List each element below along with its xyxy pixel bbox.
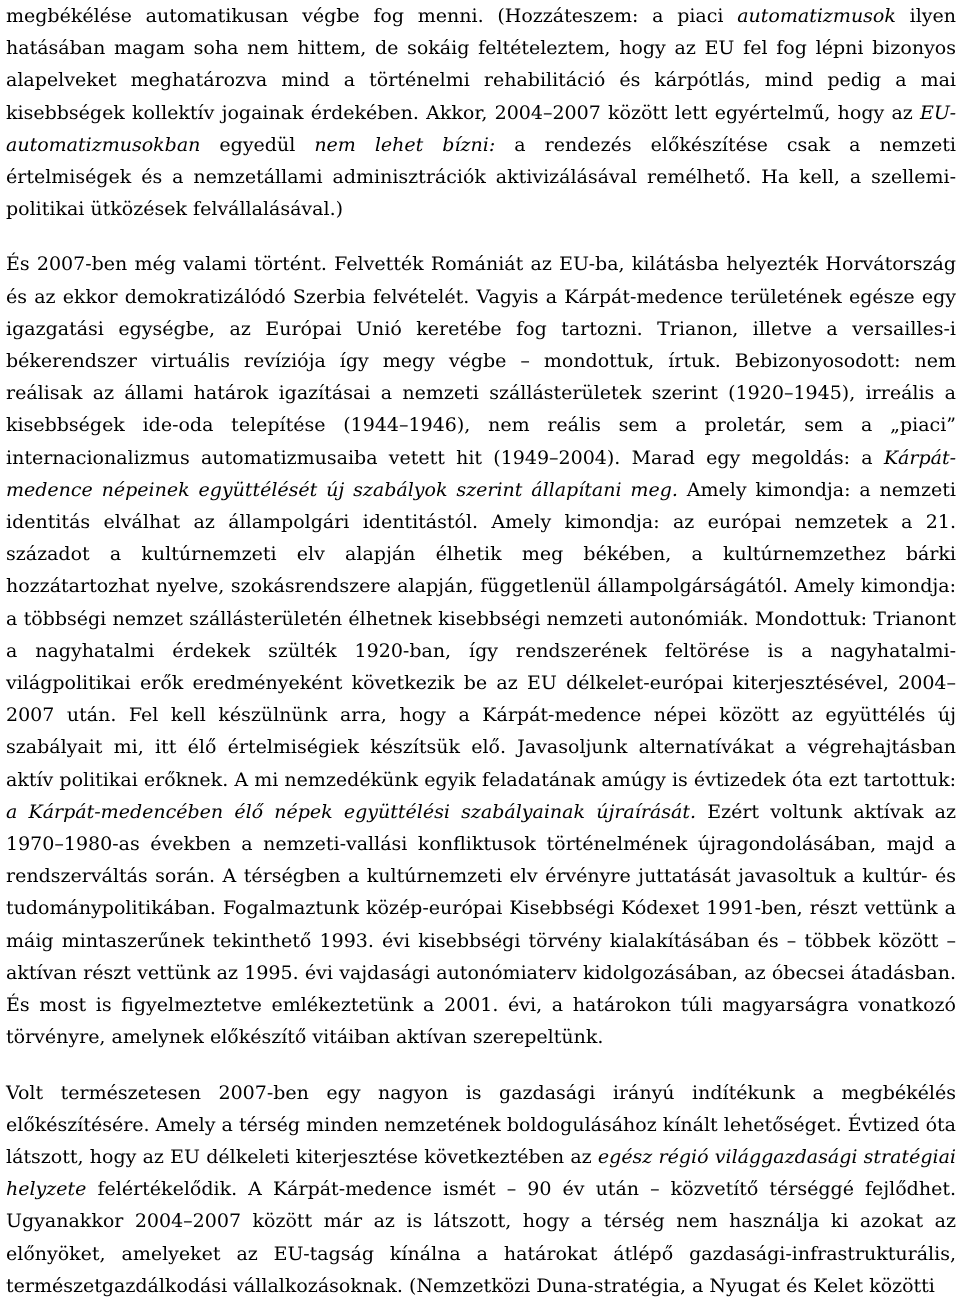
emphasis-segment: egész régió világgazdasági stratégiai helyzete [6,1145,956,1201]
text-segment: Amely kimondja: a nemzeti identitás elválhat az állampolgári identitástól. Amely kimondja: az európai nemzetek a 21. századot a kultúrnemzeti elv alapján élhetik meg békében, a kultúrnemzethez bárki hozzátartozhat nyelve, szokásrendszere alapján, függetlenül állampolgárságától. Amely kimondja: a többségi nemzet szállásterületén élhetnek kisebbségi nemzeti autonómiák. Mondottuk: Trianont a nagyhatalmi érdekek szülték 1920-ban, így rendszerének feltörése is a nagyhatalmi-világpolitikai erők eredményeként következik be az EU délkelet-európai kiterjesztésével, 2004–2007 után. Fel kell készülnünk arra, hogy a Kárpát-medence népei között az együttélés új szabályait mi, itt élő értelmiségiek készítsük elő. Javasoljunk alternatívákat a végrehajtásban aktív politikai erőknek. A mi nemzedékünk egyik feladatának amúgy is évtizedek óta ezt tartottuk: [6,478,956,791]
emphasis-segment: automatizmusok [737,5,896,27]
emphasis-segment: a Kárpát-medencében élő népek együttélési szabályainak újraírását. [6,800,696,823]
document-page [6,0,956,1302]
paragraph-2 [6,248,956,1053]
emphasis-segment: Kárpát-medence népeinek együttélését új szabályok szerint állapítani meg. [6,446,956,501]
emphasis-segment: EU-automatizmusokban [6,101,956,156]
paragraph-3 [6,1077,956,1302]
paragraph-gap [6,1054,956,1077]
text-segment: Ezért voltunk aktívak az 1970–1980-as években a nemzeti-vallási konfliktusok történelmének újragondolásában, majd a rendszerváltás során. A térségben a kultúrnemzeti elv érvényre juttatását javasoltuk a kultúr- és tudománypolitikában. Fogalmaztunk közép-európai Kisebbségi Kódexet 1991-ben, részt vettünk a máig mintaszerűnek tekinthető 1993. évi kisebbségi törvény kialakításában és – többek között – aktívan részt vettünk az 1995. évi vajdasági autonómiaterv kidolgozásában, az óbecsei átadásban. És most is figyelmeztetve emlékeztetünk a 2001. évi, a határokon túli magyarságra vonatkozó törvényre, amelynek előkészítő vitáiban aktívan szerepeltünk. [6,800,956,1049]
paragraph-1 [6,0,956,225]
text-segment: felértékelődik. A Kárpát-medence ismét – 90 év után – közvetítő térséggé fejlődhet. Ugyanakkor 2004–2007 között már az is látszott, hogy a térség nem használja ki azokat az előnyöket, amelyeket az EU-tagság kínálna a határokat átlépő gazdasági-infrastrukturális, természetgazdálkodási vállalkozásoknak. (Nemzetközi Duna-stratégia, a Nyugat és Kelet közötti [6,1178,956,1297]
text-segment: És 2007-ben még valami történt. Felvették Romániát az EU-ba, kilátásba helyezték Horvátország és az ekkor demokratizálódó Szerbia felvételét. Vagyis a Kárpát-medence területének egésze egy igazgatási egységbe, az Európai Unió keretébe fog tartozni. Trianon, illetve a versailles-i békerendszer virtuális revíziója így megy végbe – mondottuk, írtuk. Bebizonyosodott: nem reálisak az állami határok igazításai a nemzeti szállásterületek szerint (1920–1945), irreális a kisebbségek ide-oda telepítése (1944–1946), nem reális sem a proletár, sem a „piaci” internacionalizmus automatizmusaiba vetett hit (1949–2004). Marad egy megoldás: a [6,253,956,469]
paragraph-gap [6,225,956,248]
text-segment: megbékélése automatikusan végbe fog menni. (Hozzáteszem: a piaci [6,5,738,27]
text-segment: a rendezés előkészítése csak a nemzeti értelmiségek és a nemzetállami adminisztrációk aktivizálásával remélhető. Ha kell, a szellemi-politikai ütközések felvállalásával.) [6,133,956,221]
emphasis-segment: nem lehet bízni: [314,133,496,156]
text-segment: ilyen hatásában magam soha nem hittem, de sokáig feltételeztem, hogy az EU fel fog lépni bizonyos alapelveket meghatározva mind a történelmi rehabilitáció és kárpótlás, mind pedig a mai kisebbségek kollektív jogainak érdekében. Akkor, 2004–2007 között lett egyértelmű, hogy az [6,5,956,124]
text-segment: egyedül [200,133,315,156]
text-segment: Volt természetesen 2007-ben egy nagyon is gazdasági irányú indítékunk a megbékélés előkészítésére. Amely a térség minden nemzetének boldogulásához kínált lehetőséget. Évtized óta látszott, hogy az EU délkeleti kiterjesztése következtében az [6,1081,956,1168]
